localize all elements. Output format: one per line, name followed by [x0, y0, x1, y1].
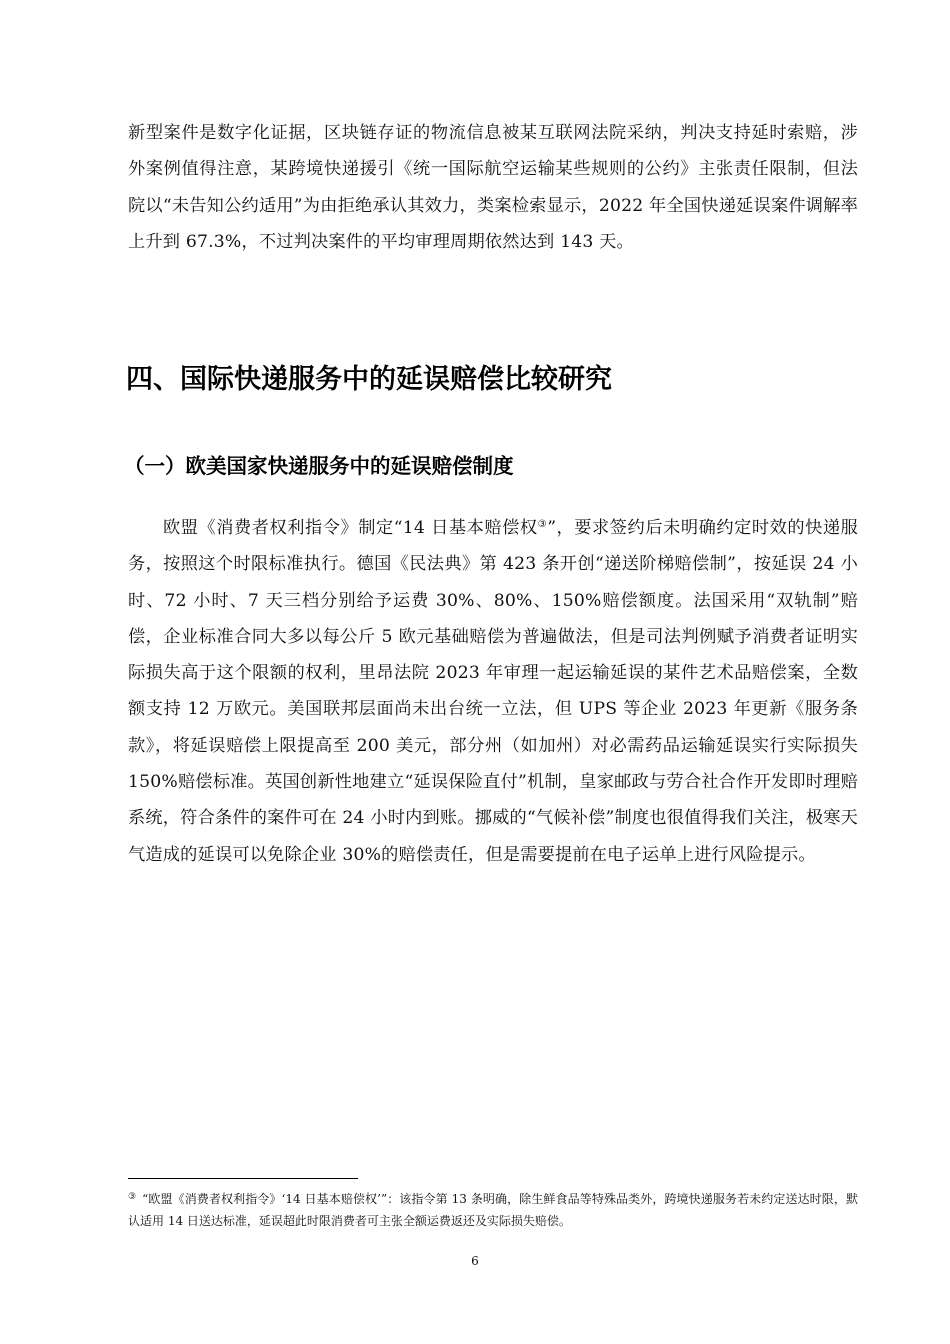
footnote: [128, 1188, 858, 1232]
footnote-text: “欧盟《消费者权利指令》‘14 日基本赔偿权’”：该指令第 13 条明确，除生鲜食品等特殊品类外，跨境快递服务若未约定送达时限，默认适用 14 日送达标准，延误超此时限消费者可主张全额运费返还及实际损失赔偿。: [128, 1192, 858, 1228]
footnote-reference[interactable]: ③: [537, 519, 548, 530]
subsection-heading: （一）欧美国家快递服务中的延误赔偿制度: [124, 454, 514, 478]
paragraph-text-part-2: ”，要求签约后未明确约定时效的快递服务，按照这个时限标准执行。德国《民法典》第 423 条开创“递送阶梯赔偿制”，按延误 24 小时、72 小时、7 天三档分别给予运费 30%、80%、150%赔偿额度。法国采用“双轨制”赔偿，企业标准合同大多以每公斤 5 欧元基础赔偿为普遍做法，但是司法判例赋予消费者证明实际损失高于这个限额的权利，里昂法院 2023 年审理一起运输延误的某件艺术品赔偿案，全数额支持 12 万欧元。美国联邦层面尚未出台统一立法，但 UPS 等企业 2023 年更新《服务条款》，将延误赔偿上限提高至 200 美元，部分州（如加州）对必需药品运输延误实行实际损失 150%赔偿标准。英国创新性地建立“延误保险直付”机制，皇家邮政与劳合社合作开发即时理赔系统，符合条件的案件可在 24 小时内到账。挪威的“气候补偿”制度也很值得我们关注，极寒天气造成的延误可以免除企业 30%的赔偿责任，但是需要提前在电子运单上进行风险提示。: [128, 518, 859, 865]
paragraph-eu-us-compensation: [128, 510, 858, 873]
page-number: 6: [471, 1254, 479, 1268]
footnote-marker: ③: [128, 1192, 137, 1202]
paragraph-text-part-1: 欧盟《消费者权利指令》制定“14 日基本赔偿权: [163, 518, 538, 538]
footnote-separator: [128, 1178, 358, 1179]
section-heading: 四、国际快递服务中的延误赔偿比较研究: [126, 364, 612, 395]
paragraph-continued: 新型案件是数字化证据，区块链存证的物流信息被某互联网法院采纳，判决支持延时索赔，涉外案例值得注意，某跨境快递援引《统一国际航空运输某些规则的公约》主张责任限制，但法院以“未告知公约适用”为由拒绝承认其效力，类案检索显示，2022 年全国快递延误案件调解率上升到 67.3%，不过判决案件的平均审理周期依然达到 143 天。: [128, 123, 858, 252]
